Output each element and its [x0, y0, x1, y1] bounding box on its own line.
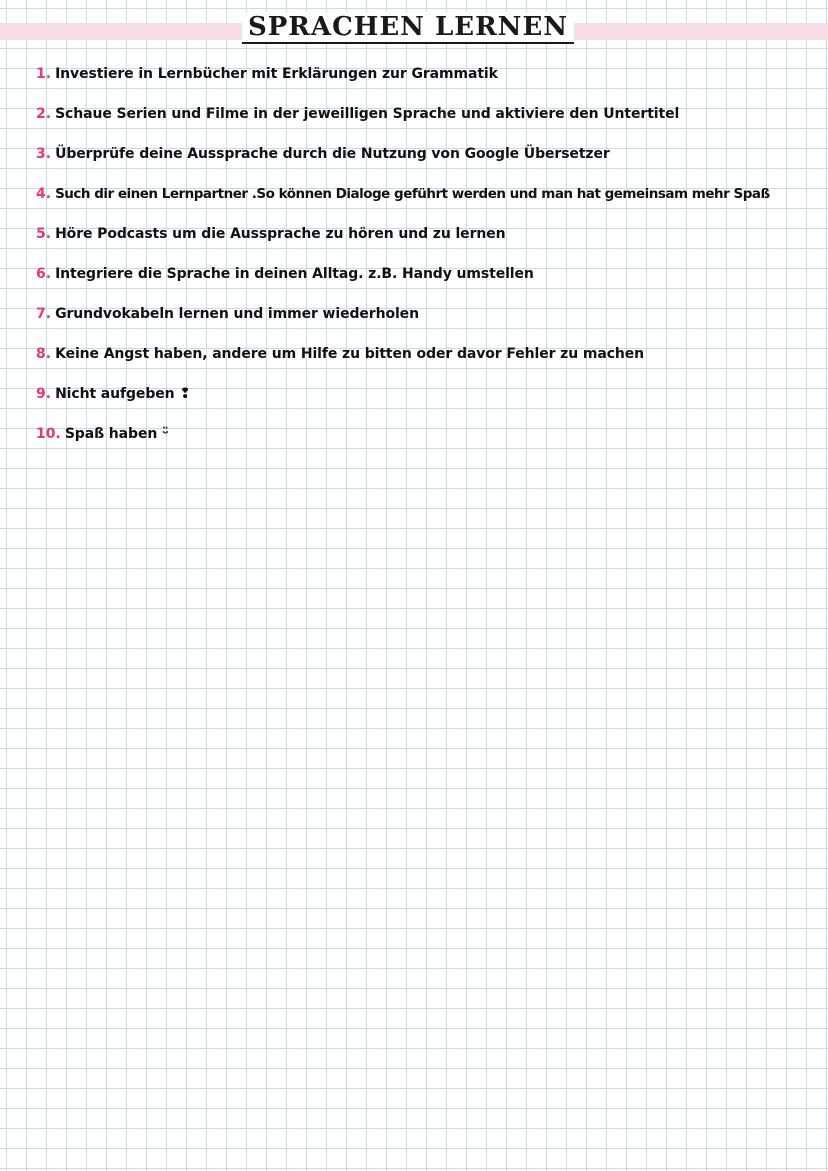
item-text: Spaß haben ᵕ̈ [64, 426, 169, 442]
list-item [36, 422, 816, 462]
item-text: Überprüfe deine Aussprache durch die Nutzung von Google Übersetzer [55, 146, 610, 162]
list-item [36, 342, 816, 382]
item-text: Höre Podcasts um die Aussprache zu hören und zu lernen [55, 226, 506, 242]
item-text: Grundvokabeln lernen und immer wiederholen [55, 306, 419, 322]
item-text: Schaue Serien und Filme in der jeweilligen Sprache und aktiviere den Untertitel [55, 106, 680, 122]
item-number: 4. [36, 186, 52, 202]
item-text: Investiere in Lernbücher mit Erklärungen zur Grammatik [55, 66, 498, 82]
list-item [36, 142, 816, 182]
item-number: 7. [36, 306, 52, 322]
item-text: Keine Angst haben, andere um Hilfe zu bitten oder davor Fehler zu machen [55, 346, 645, 362]
list-item [36, 302, 816, 342]
list-item [36, 102, 816, 142]
item-number: 2. [36, 106, 52, 122]
item-number: 10. [36, 426, 61, 442]
list-item [36, 262, 816, 302]
item-number: 6. [36, 266, 52, 282]
item-text: Integriere die Sprache in deinen Alltag. z.B. Handy umstellen [55, 266, 534, 282]
item-number: 1. [36, 66, 52, 82]
item-number: 3. [36, 146, 52, 162]
list-item [36, 382, 816, 422]
item-number: 8. [36, 346, 52, 362]
item-number: 5. [36, 226, 52, 242]
page-title-wrapper [0, 12, 820, 44]
item-text: Such dir einen Lernpartner .So können Dialoge geführt werden und man hat gemeinsam mehr Spaß [55, 186, 770, 202]
list-item [36, 62, 816, 102]
tips-list [36, 62, 816, 462]
item-text: Nicht aufgeben ❢ [55, 386, 191, 402]
list-item [36, 222, 816, 262]
page-title: SPRACHEN LERNEN [242, 12, 574, 44]
item-number: 9. [36, 386, 52, 402]
list-item [36, 182, 816, 222]
